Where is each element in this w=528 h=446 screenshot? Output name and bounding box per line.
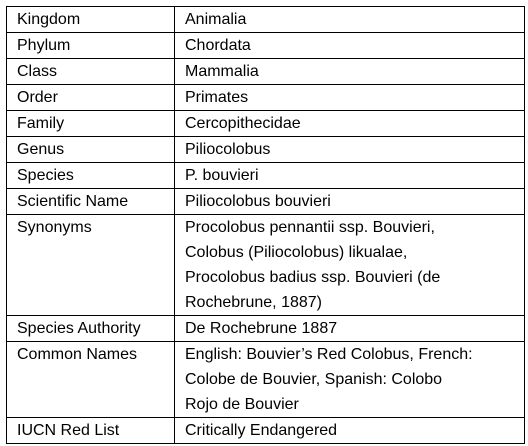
row-label-phylum: Phylum bbox=[7, 33, 175, 59]
value-line: P. bouvieri bbox=[185, 167, 259, 184]
table-row bbox=[7, 111, 525, 137]
row-label-common-names: Common Names bbox=[7, 342, 175, 418]
table-row bbox=[7, 189, 525, 215]
row-label-genus: Genus bbox=[7, 137, 175, 163]
value-line: Procolobus pennantii ssp. Bouvieri, bbox=[185, 219, 435, 236]
value-line: Animalia bbox=[185, 11, 247, 28]
table-row bbox=[7, 33, 525, 59]
table-row bbox=[7, 418, 525, 444]
value-line: Mammalia bbox=[185, 63, 259, 80]
value-line: Piliocolobus bbox=[185, 141, 271, 158]
value-line: Procolobus badius ssp. Bouvieri (de bbox=[185, 269, 441, 286]
value-line: Cercopithecidae bbox=[185, 115, 301, 132]
row-value-order bbox=[175, 85, 525, 111]
value-line: Rochebrune, 1887) bbox=[185, 294, 322, 311]
value-line: Colobus (Piliocolobus) likualae, bbox=[185, 244, 408, 261]
row-label-iucn-red-list: IUCN Red List bbox=[7, 418, 175, 444]
value-line: English: Bouvier’s Red Colobus, French: bbox=[185, 346, 473, 363]
value-line: De Rochebrune 1887 bbox=[185, 320, 338, 337]
row-value-species bbox=[175, 163, 525, 189]
row-value-common-names bbox=[175, 342, 525, 418]
row-label-species-authority: Species Authority bbox=[7, 316, 175, 342]
row-value-genus bbox=[175, 137, 525, 163]
row-label-scientific-name: Scientific Name bbox=[7, 189, 175, 215]
row-label-synonyms: Synonyms bbox=[7, 215, 175, 316]
table-row bbox=[7, 85, 525, 111]
row-value-species-authority bbox=[175, 316, 525, 342]
table-row bbox=[7, 215, 525, 316]
row-value-synonyms bbox=[175, 215, 525, 316]
row-label-family: Family bbox=[7, 111, 175, 137]
row-value-class bbox=[175, 59, 525, 85]
row-value-phylum bbox=[175, 33, 525, 59]
taxonomy-table-body bbox=[7, 7, 525, 444]
table-row bbox=[7, 7, 525, 33]
row-value-family bbox=[175, 111, 525, 137]
table-row bbox=[7, 316, 525, 342]
row-label-class: Class bbox=[7, 59, 175, 85]
table-row bbox=[7, 342, 525, 418]
value-line: Rojo de Bouvier bbox=[185, 396, 299, 413]
value-line: Colobe de Bouvier, Spanish: Colobo bbox=[185, 371, 443, 388]
value-line: Critically Endangered bbox=[185, 422, 338, 439]
row-label-species: Species bbox=[7, 163, 175, 189]
table-row bbox=[7, 59, 525, 85]
row-value-kingdom bbox=[175, 7, 525, 33]
taxonomy-table bbox=[6, 6, 525, 444]
row-label-order: Order bbox=[7, 85, 175, 111]
row-value-scientific-name bbox=[175, 189, 525, 215]
value-line: Piliocolobus bouvieri bbox=[185, 193, 331, 210]
value-line: Primates bbox=[185, 89, 249, 106]
row-label-kingdom: Kingdom bbox=[7, 7, 175, 33]
value-line: Chordata bbox=[185, 37, 251, 54]
row-value-iucn-red-list bbox=[175, 418, 525, 444]
table-row bbox=[7, 137, 525, 163]
table-row bbox=[7, 163, 525, 189]
